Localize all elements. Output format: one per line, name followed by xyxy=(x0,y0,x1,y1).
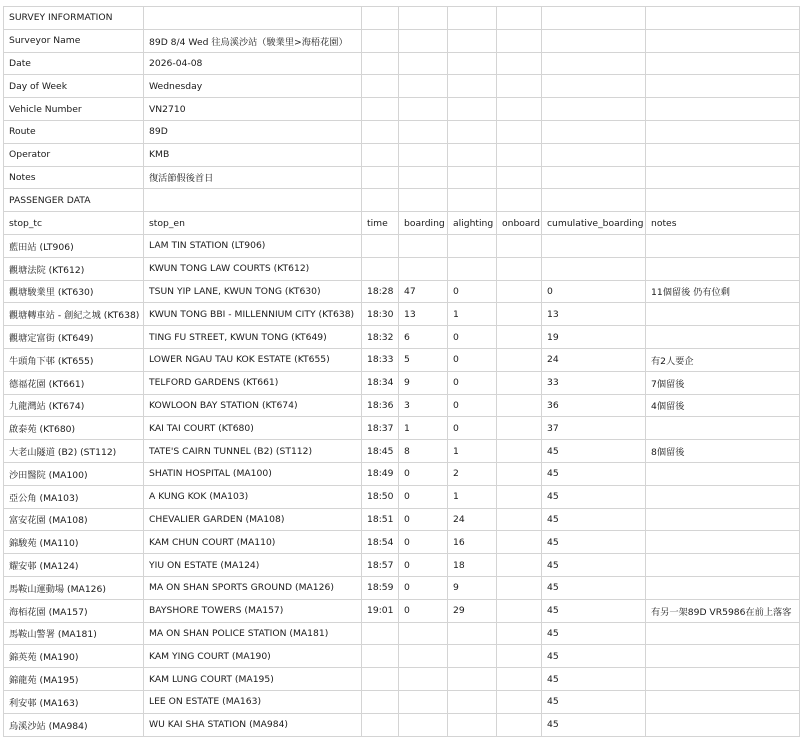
cell-notes[interactable]: 有另一架89D VR5986在前上落客 xyxy=(646,599,800,622)
cell-notes[interactable] xyxy=(646,713,800,736)
table-row xyxy=(4,531,800,554)
empty-cell[interactable] xyxy=(448,29,497,52)
cell-alighting[interactable]: 0 xyxy=(448,348,497,371)
cell-onboard[interactable] xyxy=(497,531,542,554)
cell-boarding[interactable] xyxy=(399,690,448,713)
cell-alighting[interactable]: 0 xyxy=(448,326,497,349)
cell-alighting[interactable] xyxy=(448,645,497,668)
empty-cell[interactable] xyxy=(646,7,800,30)
cell-cumulative-boarding[interactable]: 45 xyxy=(542,440,646,463)
empty-cell[interactable] xyxy=(399,120,448,143)
cell-alighting[interactable]: 2 xyxy=(448,462,497,485)
field-label[interactable]: Date xyxy=(4,52,144,75)
table-row xyxy=(4,485,800,508)
cell-onboard[interactable] xyxy=(497,713,542,736)
cell-stop-en[interactable]: KAM YING COURT (MA190) xyxy=(144,645,362,668)
cell-time[interactable] xyxy=(362,234,399,257)
empty-cell[interactable] xyxy=(399,7,448,30)
cell-cumulative-boarding[interactable]: 45 xyxy=(542,668,646,691)
empty-cell[interactable] xyxy=(646,166,800,189)
cell-stop-en[interactable]: SHATIN HOSPITAL (MA100) xyxy=(144,462,362,485)
cell-alighting[interactable]: 0 xyxy=(448,371,497,394)
spreadsheet-body xyxy=(4,7,800,737)
cell-alighting[interactable]: 1 xyxy=(448,440,497,463)
cell-notes[interactable] xyxy=(646,234,800,257)
cell-cumulative-boarding[interactable]: 45 xyxy=(542,713,646,736)
survey-section-header xyxy=(4,7,800,30)
cell-alighting[interactable] xyxy=(448,690,497,713)
cell-time[interactable] xyxy=(362,690,399,713)
survey-field-row xyxy=(4,29,800,52)
cell-stop-tc[interactable]: 亞公角 (MA103) xyxy=(4,485,144,508)
cell-boarding[interactable]: 0 xyxy=(399,485,448,508)
cell-boarding[interactable]: 0 xyxy=(399,508,448,531)
cell-stop-tc[interactable]: 馬鞍山運動場 (MA126) xyxy=(4,576,144,599)
cell-alighting[interactable]: 0 xyxy=(448,417,497,440)
cell-time[interactable]: 18:28 xyxy=(362,280,399,303)
cell-stop-en[interactable]: BAYSHORE TOWERS (MA157) xyxy=(144,599,362,622)
table-row xyxy=(4,713,800,736)
field-value[interactable]: 2026-04-08 xyxy=(144,52,362,75)
cell-boarding[interactable]: 1 xyxy=(399,417,448,440)
cell-boarding[interactable] xyxy=(399,257,448,280)
cell-stop-en[interactable]: TELFORD GARDENS (KT661) xyxy=(144,371,362,394)
cell-time[interactable]: 18:36 xyxy=(362,394,399,417)
column-header-time[interactable]: time xyxy=(362,212,399,235)
field-value[interactable]: KMB xyxy=(144,143,362,166)
cell-alighting[interactable]: 18 xyxy=(448,554,497,577)
column-header-boarding[interactable]: boarding xyxy=(399,212,448,235)
cell-stop-en[interactable]: CHEVALIER GARDEN (MA108) xyxy=(144,508,362,531)
empty-cell[interactable] xyxy=(362,120,399,143)
column-header-notes[interactable]: notes xyxy=(646,212,800,235)
field-label[interactable]: Surveyor Name xyxy=(4,29,144,52)
empty-cell[interactable] xyxy=(362,189,399,212)
empty-cell[interactable] xyxy=(362,7,399,30)
cell-stop-tc[interactable]: 海栢花園 (MA157) xyxy=(4,599,144,622)
cell-onboard[interactable] xyxy=(497,576,542,599)
cell-boarding[interactable]: 0 xyxy=(399,462,448,485)
cell-stop-en[interactable]: KAM CHUN COURT (MA110) xyxy=(144,531,362,554)
empty-cell[interactable] xyxy=(497,166,542,189)
cell-stop-tc[interactable]: 馬鞍山警署 (MA181) xyxy=(4,622,144,645)
cell-boarding[interactable] xyxy=(399,234,448,257)
cell-notes[interactable] xyxy=(646,576,800,599)
cell-time[interactable]: 19:01 xyxy=(362,599,399,622)
empty-cell[interactable] xyxy=(399,189,448,212)
empty-cell[interactable] xyxy=(542,75,646,98)
cell-stop-en[interactable]: KOWLOON BAY STATION (KT674) xyxy=(144,394,362,417)
cell-stop-tc[interactable]: 觀塘轉車站 - 創紀之城 (KT638) xyxy=(4,303,144,326)
cell-boarding[interactable]: 5 xyxy=(399,348,448,371)
empty-cell[interactable] xyxy=(497,120,542,143)
cell-onboard[interactable] xyxy=(497,645,542,668)
empty-cell[interactable] xyxy=(497,98,542,121)
cell-alighting[interactable]: 9 xyxy=(448,576,497,599)
cell-cumulative-boarding[interactable]: 45 xyxy=(542,485,646,508)
empty-cell[interactable] xyxy=(646,120,800,143)
table-row xyxy=(4,668,800,691)
cell-onboard[interactable] xyxy=(497,485,542,508)
cell-notes[interactable] xyxy=(646,645,800,668)
cell-onboard[interactable] xyxy=(497,440,542,463)
empty-cell[interactable] xyxy=(542,189,646,212)
empty-cell[interactable] xyxy=(448,189,497,212)
cell-notes[interactable] xyxy=(646,622,800,645)
cell-alighting[interactable]: 0 xyxy=(448,394,497,417)
cell-onboard[interactable] xyxy=(497,371,542,394)
cell-time[interactable] xyxy=(362,622,399,645)
cell-time[interactable] xyxy=(362,257,399,280)
field-label[interactable]: Notes xyxy=(4,166,144,189)
cell-onboard[interactable] xyxy=(497,348,542,371)
table-row xyxy=(4,599,800,622)
empty-cell[interactable] xyxy=(497,29,542,52)
column-header-alighting[interactable]: alighting xyxy=(448,212,497,235)
field-label[interactable]: Route xyxy=(4,120,144,143)
cell-boarding[interactable] xyxy=(399,668,448,691)
empty-cell[interactable] xyxy=(399,75,448,98)
empty-cell[interactable] xyxy=(448,166,497,189)
empty-cell[interactable] xyxy=(542,29,646,52)
cell-alighting[interactable] xyxy=(448,257,497,280)
cell-notes[interactable] xyxy=(646,326,800,349)
cell-cumulative-boarding[interactable]: 45 xyxy=(542,576,646,599)
table-row xyxy=(4,576,800,599)
cell-stop-tc[interactable]: 九龍灣站 (KT674) xyxy=(4,394,144,417)
cell-notes[interactable] xyxy=(646,690,800,713)
passenger-section-header xyxy=(4,189,800,212)
empty-cell[interactable] xyxy=(646,29,800,52)
cell-time[interactable]: 18:49 xyxy=(362,462,399,485)
column-header-stop-en[interactable]: stop_en xyxy=(144,212,362,235)
empty-cell[interactable] xyxy=(362,143,399,166)
cell-boarding[interactable]: 6 xyxy=(399,326,448,349)
cell-stop-en[interactable]: MA ON SHAN SPORTS GROUND (MA126) xyxy=(144,576,362,599)
cell-cumulative-boarding[interactable]: 33 xyxy=(542,371,646,394)
cell-cumulative-boarding[interactable]: 45 xyxy=(542,599,646,622)
cell-stop-tc[interactable]: 富安花園 (MA108) xyxy=(4,508,144,531)
cell-stop-tc[interactable]: 錦英苑 (MA190) xyxy=(4,645,144,668)
cell-boarding[interactable]: 0 xyxy=(399,531,448,554)
column-header-row xyxy=(4,212,800,235)
cell-onboard[interactable] xyxy=(497,280,542,303)
cell-cumulative-boarding[interactable]: 37 xyxy=(542,417,646,440)
empty-cell[interactable] xyxy=(362,98,399,121)
cell-stop-tc[interactable]: 錦駿苑 (MA110) xyxy=(4,531,144,554)
cell-alighting[interactable]: 1 xyxy=(448,303,497,326)
empty-cell[interactable] xyxy=(646,52,800,75)
cell-stop-tc[interactable]: 德福花園 (KT661) xyxy=(4,371,144,394)
empty-cell[interactable] xyxy=(144,7,362,30)
cell-notes[interactable] xyxy=(646,508,800,531)
cell-boarding[interactable]: 0 xyxy=(399,599,448,622)
cell-cumulative-boarding[interactable] xyxy=(542,257,646,280)
cell-cumulative-boarding[interactable]: 45 xyxy=(542,554,646,577)
cell-alighting[interactable] xyxy=(448,622,497,645)
empty-cell[interactable] xyxy=(362,75,399,98)
cell-notes[interactable]: 11個留後 仍有位剩 xyxy=(646,280,800,303)
cell-cumulative-boarding[interactable] xyxy=(542,234,646,257)
cell-boarding[interactable] xyxy=(399,622,448,645)
cell-onboard[interactable] xyxy=(497,462,542,485)
cell-time[interactable] xyxy=(362,713,399,736)
cell-time[interactable]: 18:34 xyxy=(362,371,399,394)
cell-time[interactable]: 18:45 xyxy=(362,440,399,463)
cell-notes[interactable] xyxy=(646,554,800,577)
empty-cell[interactable] xyxy=(399,143,448,166)
cell-time[interactable]: 18:51 xyxy=(362,508,399,531)
cell-time[interactable]: 18:57 xyxy=(362,554,399,577)
cell-cumulative-boarding[interactable]: 36 xyxy=(542,394,646,417)
cell-stop-tc[interactable]: 大老山隧道 (B2) (ST112) xyxy=(4,440,144,463)
cell-cumulative-boarding[interactable]: 45 xyxy=(542,622,646,645)
empty-cell[interactable] xyxy=(448,75,497,98)
empty-cell[interactable] xyxy=(448,52,497,75)
survey-field-row xyxy=(4,52,800,75)
empty-cell[interactable] xyxy=(497,75,542,98)
passenger-section-title[interactable]: PASSENGER DATA xyxy=(4,189,144,212)
cell-stop-tc[interactable]: 烏溪沙站 (MA984) xyxy=(4,713,144,736)
cell-boarding[interactable]: 13 xyxy=(399,303,448,326)
cell-cumulative-boarding[interactable]: 45 xyxy=(542,531,646,554)
cell-stop-en[interactable]: TSUN YIP LANE, KWUN TONG (KT630) xyxy=(144,280,362,303)
cell-cumulative-boarding[interactable]: 13 xyxy=(542,303,646,326)
field-value[interactable]: 89D 8/4 Wed 往烏溪沙站（駿業里>海梧花園） xyxy=(144,29,362,52)
cell-stop-en[interactable]: YIU ON ESTATE (MA124) xyxy=(144,554,362,577)
cell-stop-tc[interactable]: 沙田醫院 (MA100) xyxy=(4,462,144,485)
cell-alighting[interactable]: 1 xyxy=(448,485,497,508)
cell-onboard[interactable] xyxy=(497,303,542,326)
cell-alighting[interactable] xyxy=(448,234,497,257)
cell-time[interactable]: 18:30 xyxy=(362,303,399,326)
cell-notes[interactable] xyxy=(646,462,800,485)
cell-stop-en[interactable]: TING FU STREET, KWUN TONG (KT649) xyxy=(144,326,362,349)
survey-field-row xyxy=(4,120,800,143)
cell-onboard[interactable] xyxy=(497,394,542,417)
cell-notes[interactable]: 4個留後 xyxy=(646,394,800,417)
empty-cell[interactable] xyxy=(362,29,399,52)
field-value[interactable]: VN2710 xyxy=(144,98,362,121)
cell-stop-en[interactable]: A KUNG KOK (MA103) xyxy=(144,485,362,508)
cell-time[interactable]: 18:50 xyxy=(362,485,399,508)
table-row xyxy=(4,371,800,394)
cell-onboard[interactable] xyxy=(497,668,542,691)
cell-boarding[interactable]: 9 xyxy=(399,371,448,394)
survey-field-row xyxy=(4,75,800,98)
empty-cell[interactable] xyxy=(497,189,542,212)
cell-onboard[interactable] xyxy=(497,599,542,622)
table-row xyxy=(4,348,800,371)
cell-time[interactable] xyxy=(362,645,399,668)
cell-stop-tc[interactable]: 觀塘定富街 (KT649) xyxy=(4,326,144,349)
table-row xyxy=(4,394,800,417)
cell-cumulative-boarding[interactable]: 45 xyxy=(542,690,646,713)
empty-cell[interactable] xyxy=(542,7,646,30)
cell-cumulative-boarding[interactable]: 19 xyxy=(542,326,646,349)
cell-cumulative-boarding[interactable]: 24 xyxy=(542,348,646,371)
empty-cell[interactable] xyxy=(448,98,497,121)
cell-boarding[interactable] xyxy=(399,645,448,668)
empty-cell[interactable] xyxy=(542,143,646,166)
cell-notes[interactable]: 7個留後 xyxy=(646,371,800,394)
cell-alighting[interactable]: 24 xyxy=(448,508,497,531)
cell-stop-tc[interactable]: 錦龍苑 (MA195) xyxy=(4,668,144,691)
column-header-cumulative-boarding[interactable]: cumulative_boarding xyxy=(542,212,646,235)
cell-alighting[interactable] xyxy=(448,713,497,736)
cell-notes[interactable] xyxy=(646,668,800,691)
cell-stop-en[interactable]: TATE'S CAIRN TUNNEL (B2) (ST112) xyxy=(144,440,362,463)
empty-cell[interactable] xyxy=(497,143,542,166)
field-label[interactable]: Operator xyxy=(4,143,144,166)
cell-notes[interactable] xyxy=(646,531,800,554)
cell-time[interactable]: 18:32 xyxy=(362,326,399,349)
cell-notes[interactable] xyxy=(646,303,800,326)
empty-cell[interactable] xyxy=(497,52,542,75)
cell-onboard[interactable] xyxy=(497,417,542,440)
table-row xyxy=(4,280,800,303)
cell-boarding[interactable]: 47 xyxy=(399,280,448,303)
cell-alighting[interactable]: 0 xyxy=(448,280,497,303)
table-row xyxy=(4,462,800,485)
table-row xyxy=(4,326,800,349)
cell-onboard[interactable] xyxy=(497,257,542,280)
cell-notes[interactable]: 8個留後 xyxy=(646,440,800,463)
table-row xyxy=(4,508,800,531)
field-label[interactable]: Day of Week xyxy=(4,75,144,98)
field-value[interactable]: 89D xyxy=(144,120,362,143)
cell-onboard[interactable] xyxy=(497,326,542,349)
empty-cell[interactable] xyxy=(399,166,448,189)
cell-stop-tc[interactable]: 觀塘駿業里 (KT630) xyxy=(4,280,144,303)
empty-cell[interactable] xyxy=(399,29,448,52)
empty-cell[interactable] xyxy=(542,120,646,143)
cell-notes[interactable]: 有2人要企 xyxy=(646,348,800,371)
field-label[interactable]: Vehicle Number xyxy=(4,98,144,121)
cell-onboard[interactable] xyxy=(497,554,542,577)
cell-time[interactable]: 18:37 xyxy=(362,417,399,440)
cell-cumulative-boarding[interactable]: 45 xyxy=(542,508,646,531)
cell-notes[interactable] xyxy=(646,257,800,280)
cell-stop-en[interactable]: KAI TAI COURT (KT680) xyxy=(144,417,362,440)
table-row xyxy=(4,645,800,668)
survey-field-row xyxy=(4,143,800,166)
cell-time[interactable]: 18:54 xyxy=(362,531,399,554)
cell-stop-tc[interactable]: 藍田站 (LT906) xyxy=(4,234,144,257)
empty-cell[interactable] xyxy=(362,166,399,189)
empty-cell[interactable] xyxy=(542,52,646,75)
survey-spreadsheet xyxy=(3,6,800,737)
cell-cumulative-boarding[interactable]: 45 xyxy=(542,645,646,668)
empty-cell[interactable] xyxy=(399,52,448,75)
cell-alighting[interactable]: 29 xyxy=(448,599,497,622)
column-header-onboard[interactable]: onboard xyxy=(497,212,542,235)
cell-stop-en[interactable]: KWUN TONG LAW COURTS (KT612) xyxy=(144,257,362,280)
cell-boarding[interactable]: 0 xyxy=(399,554,448,577)
cell-stop-tc[interactable]: 利安邨 (MA163) xyxy=(4,690,144,713)
empty-cell[interactable] xyxy=(448,120,497,143)
table-row xyxy=(4,417,800,440)
table-row xyxy=(4,257,800,280)
table-row xyxy=(4,622,800,645)
cell-stop-en[interactable]: LEE ON ESTATE (MA163) xyxy=(144,690,362,713)
cell-alighting[interactable] xyxy=(448,668,497,691)
cell-time[interactable]: 18:33 xyxy=(362,348,399,371)
table-row xyxy=(4,554,800,577)
empty-cell[interactable] xyxy=(646,143,800,166)
cell-boarding[interactable]: 8 xyxy=(399,440,448,463)
cell-stop-tc[interactable]: 牛頭角下邨 (KT655) xyxy=(4,348,144,371)
cell-alighting[interactable]: 16 xyxy=(448,531,497,554)
cell-stop-en[interactable]: KAM LUNG COURT (MA195) xyxy=(144,668,362,691)
cell-stop-en[interactable]: KWUN TONG BBI - MILLENNIUM CITY (KT638) xyxy=(144,303,362,326)
cell-onboard[interactable] xyxy=(497,234,542,257)
survey-section-title[interactable]: SURVEY INFORMATION xyxy=(4,7,144,30)
empty-cell[interactable] xyxy=(448,7,497,30)
cell-boarding[interactable]: 0 xyxy=(399,576,448,599)
cell-stop-en[interactable]: LAM TIN STATION (LT906) xyxy=(144,234,362,257)
field-value[interactable]: 復活節假後首日 xyxy=(144,166,362,189)
cell-stop-tc[interactable]: 啟泰苑 (KT680) xyxy=(4,417,144,440)
empty-cell[interactable] xyxy=(646,75,800,98)
cell-onboard[interactable] xyxy=(497,622,542,645)
empty-cell[interactable] xyxy=(362,52,399,75)
survey-field-row xyxy=(4,166,800,189)
cell-stop-tc[interactable]: 耀安邨 (MA124) xyxy=(4,554,144,577)
table-row xyxy=(4,303,800,326)
survey-field-row xyxy=(4,98,800,121)
table-row xyxy=(4,690,800,713)
empty-cell[interactable] xyxy=(399,98,448,121)
cell-onboard[interactable] xyxy=(497,508,542,531)
table-row xyxy=(4,234,800,257)
empty-cell[interactable] xyxy=(542,166,646,189)
cell-boarding[interactable]: 3 xyxy=(399,394,448,417)
empty-cell[interactable] xyxy=(448,143,497,166)
empty-cell[interactable] xyxy=(646,189,800,212)
cell-stop-tc[interactable]: 觀塘法院 (KT612) xyxy=(4,257,144,280)
empty-cell[interactable] xyxy=(542,98,646,121)
empty-cell[interactable] xyxy=(497,7,542,30)
cell-stop-en[interactable]: WU KAI SHA STATION (MA984) xyxy=(144,713,362,736)
table-row xyxy=(4,440,800,463)
cell-time[interactable] xyxy=(362,668,399,691)
cell-cumulative-boarding[interactable]: 0 xyxy=(542,280,646,303)
field-value[interactable]: Wednesday xyxy=(144,75,362,98)
empty-cell[interactable] xyxy=(646,98,800,121)
cell-cumulative-boarding[interactable]: 45 xyxy=(542,462,646,485)
cell-onboard[interactable] xyxy=(497,690,542,713)
cell-notes[interactable] xyxy=(646,485,800,508)
cell-notes[interactable] xyxy=(646,417,800,440)
empty-cell[interactable] xyxy=(144,189,362,212)
cell-time[interactable]: 18:59 xyxy=(362,576,399,599)
cell-stop-en[interactable]: LOWER NGAU TAU KOK ESTATE (KT655) xyxy=(144,348,362,371)
cell-stop-en[interactable]: MA ON SHAN POLICE STATION (MA181) xyxy=(144,622,362,645)
cell-boarding[interactable] xyxy=(399,713,448,736)
column-header-stop-tc[interactable]: stop_tc xyxy=(4,212,144,235)
